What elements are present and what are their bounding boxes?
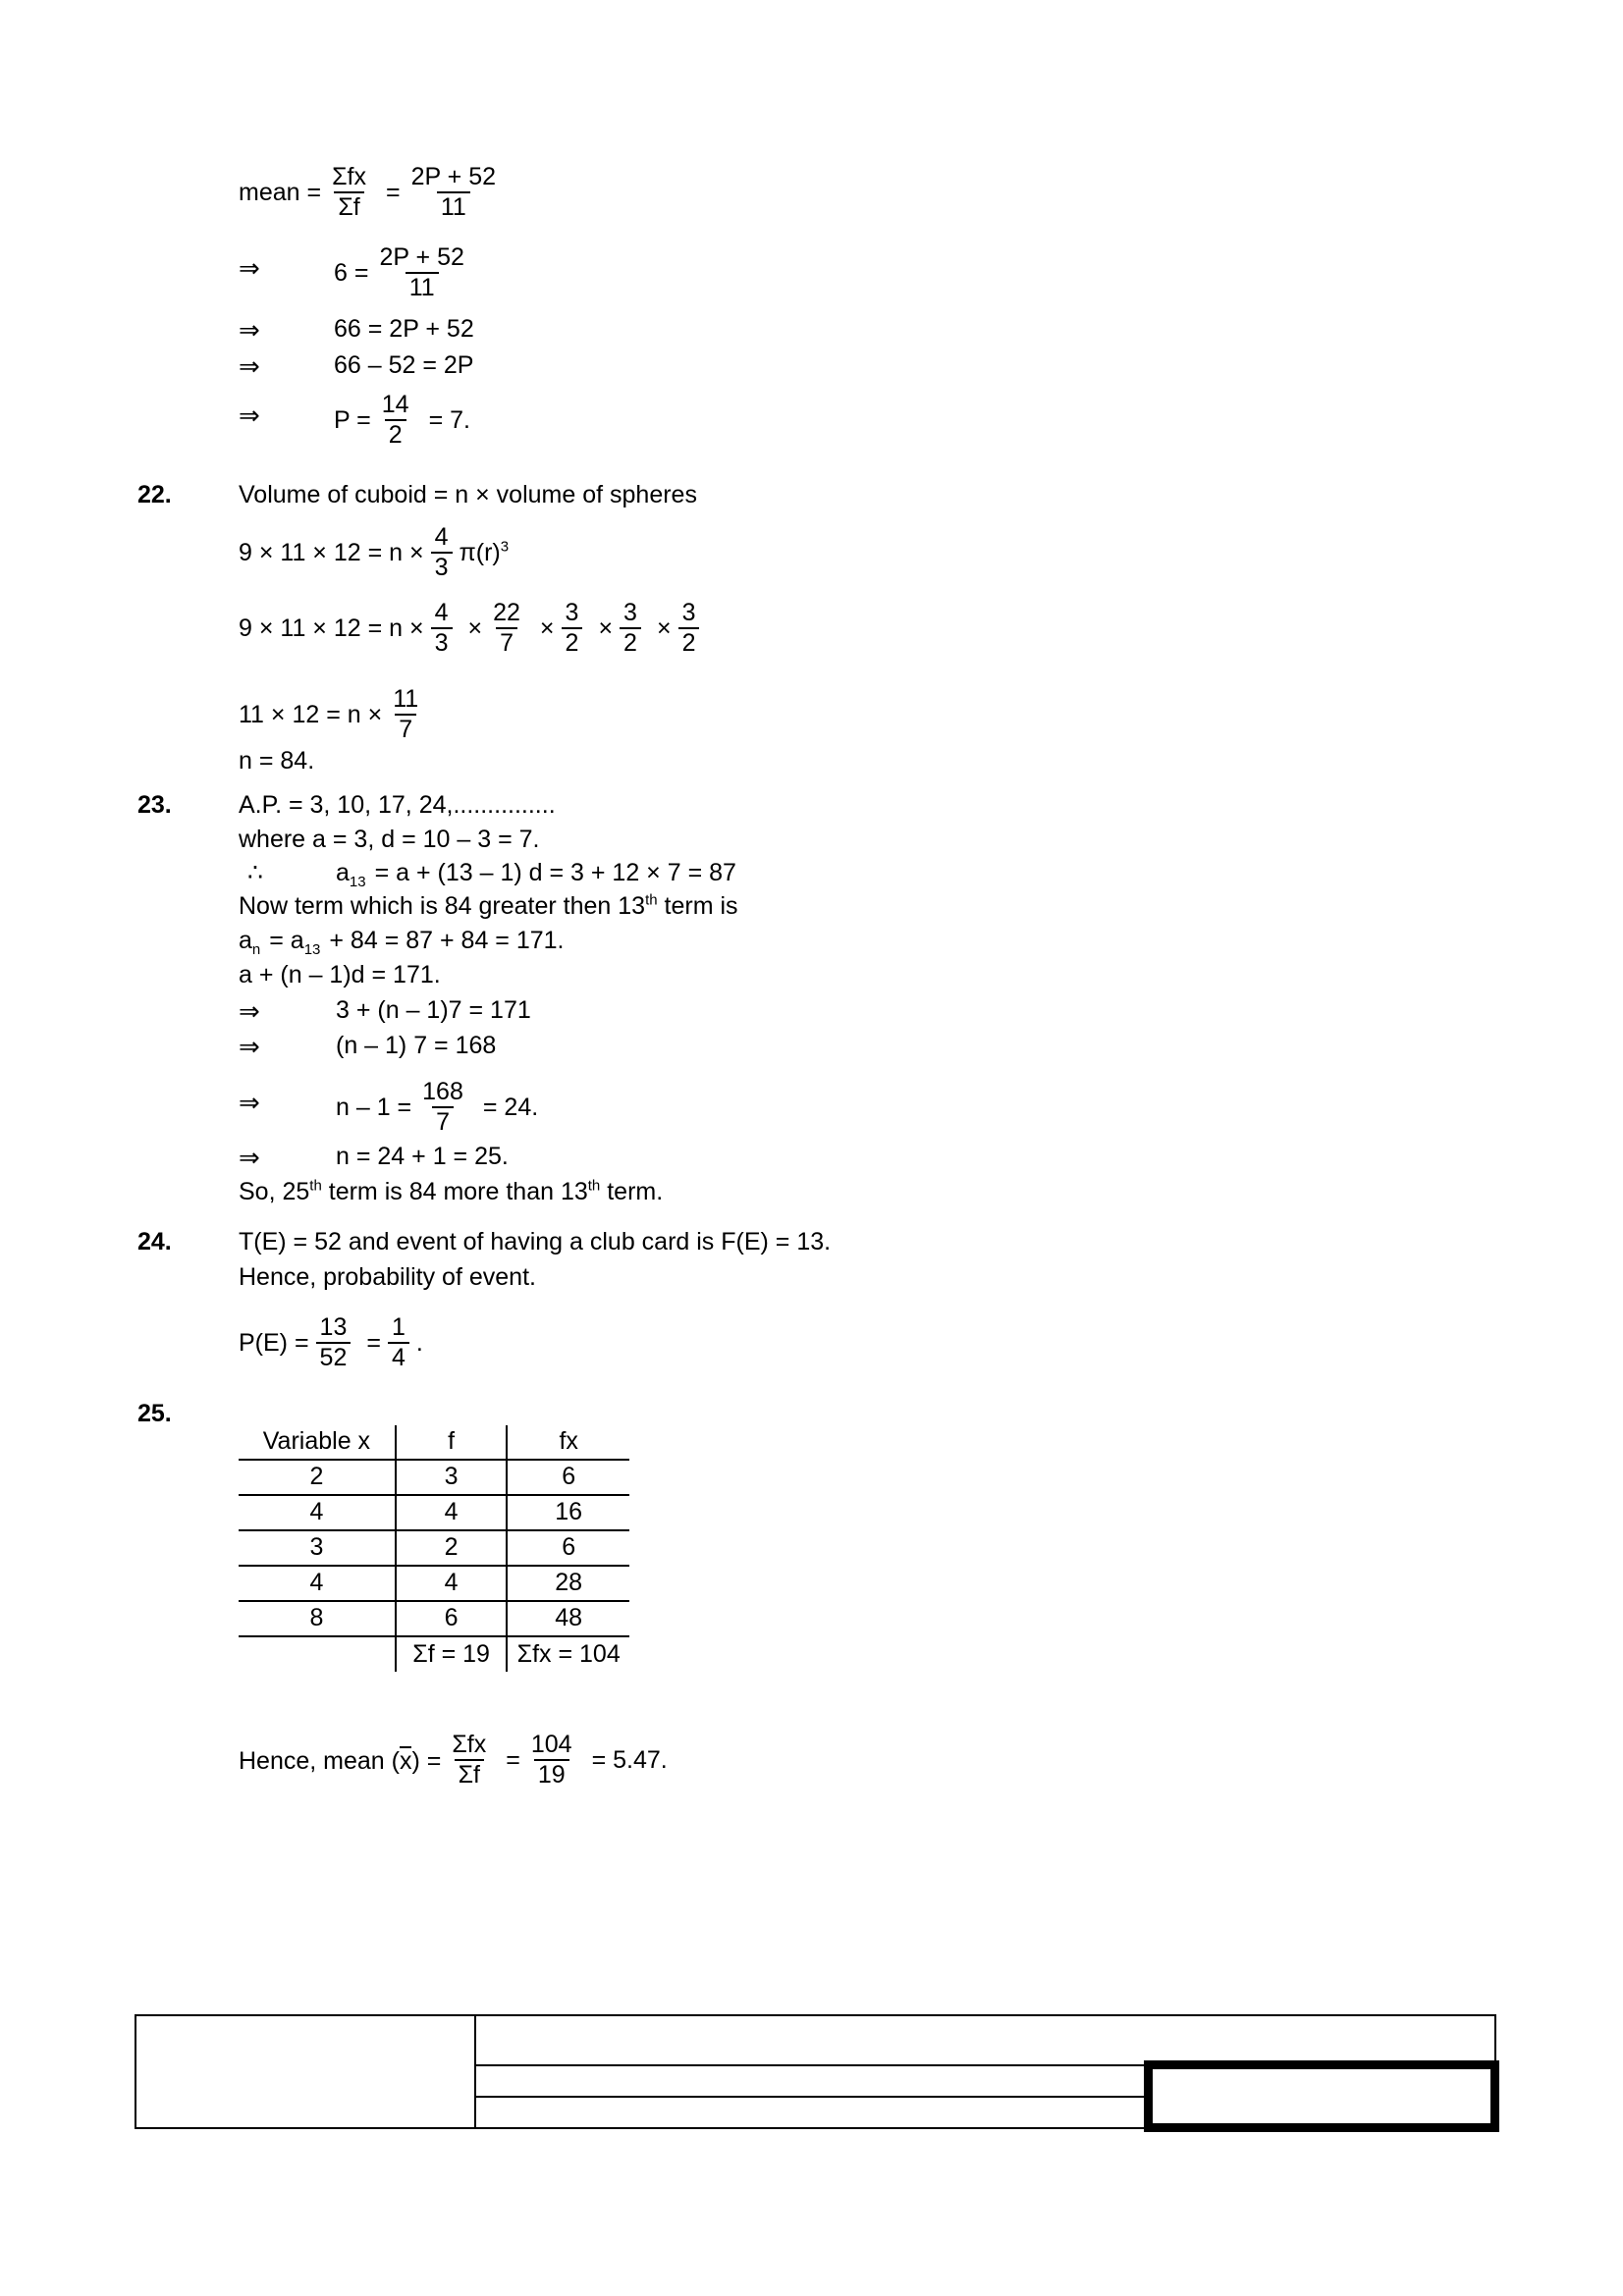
table-header-f: f xyxy=(396,1425,508,1460)
q23-a-symbol: a xyxy=(336,859,350,886)
totals-sigma-fx: Σfx = 104 xyxy=(507,1636,629,1672)
q22-fraction-11-over-7 xyxy=(389,687,422,742)
q21-equation-66: 66 = 2P + 52 xyxy=(334,315,474,343)
cell-f: 3 xyxy=(396,1460,508,1495)
multiply-icon: × xyxy=(539,614,555,642)
q23-implies-1 xyxy=(239,998,260,1024)
q23-a-d-values: where a = 3, d = 10 – 3 = 7. xyxy=(239,826,540,853)
implies-arrow-icon: ⇒ xyxy=(239,351,260,381)
q23-step-1 xyxy=(336,998,531,1023)
q24-fraction-1-over-4 xyxy=(388,1315,409,1370)
cell-fx: 16 xyxy=(507,1495,629,1530)
q22-den-7: 7 xyxy=(395,714,416,742)
cell-fx: 6 xyxy=(507,1530,629,1566)
q24-te-statement: T(E) = 52 and event of having a club card is F(E) = 13. xyxy=(239,1228,832,1255)
q22-line-volume xyxy=(239,483,697,507)
q24-pe-label: P(E) = xyxy=(239,1328,309,1357)
q23-a-subscript-13: 13 xyxy=(349,874,366,890)
q21-fraction-2p52-over-11 xyxy=(375,245,467,300)
q22-f3-num: 3 xyxy=(565,599,579,626)
q25-den-19: 19 xyxy=(534,1759,569,1788)
q25-hence-text: Hence, mean ( xyxy=(239,1747,400,1775)
q25-mean-label xyxy=(239,1746,441,1774)
q23-ordinal-th-13: th xyxy=(587,1177,601,1195)
q24-equals: = xyxy=(366,1328,381,1357)
cell-f: 6 xyxy=(396,1601,508,1636)
q23-conclusion-mid: term is 84 more than 13 xyxy=(321,1178,588,1205)
q24-total-events xyxy=(239,1230,831,1255)
q22-lhs-product-2: 9 × 11 × 12 = n × xyxy=(239,614,424,642)
q21-lhs-6: 6 = xyxy=(334,258,369,287)
q24-den-52: 52 xyxy=(316,1342,352,1370)
implies-arrow-icon: ⇒ xyxy=(239,996,260,1026)
q23-general-term xyxy=(239,963,441,988)
q24-num-13: 13 xyxy=(319,1313,348,1341)
q21-sigma-fx: Σfx xyxy=(332,163,366,190)
q22-fraction-3-2-a xyxy=(562,601,583,656)
q22-answer xyxy=(239,749,314,774)
cell-x: 2 xyxy=(239,1460,396,1495)
question-number-22: 22. xyxy=(137,481,172,508)
question-number-24: 24. xyxy=(137,1228,172,1255)
q23-step-4 xyxy=(336,1145,509,1169)
q23-term-post: term is xyxy=(657,892,738,920)
q24-probability-label xyxy=(239,1265,536,1290)
multiply-icon: × xyxy=(656,614,672,642)
table-header-fx: fx xyxy=(507,1425,629,1460)
q21-step-66 xyxy=(334,317,474,342)
q21-num-14: 14 xyxy=(381,391,409,418)
cell-fx: 28 xyxy=(507,1566,629,1601)
q22-f3-den: 2 xyxy=(562,627,583,656)
q22-fraction-3-2-c xyxy=(678,601,700,656)
q23-ordinal-th: th xyxy=(645,891,658,909)
q23-general-equation: a + (n – 1)d = 171. xyxy=(239,961,441,988)
footer-box-table xyxy=(135,2014,1499,2132)
q24-hence-text: Hence, probability of event. xyxy=(239,1263,536,1291)
q21-num-2p52: 2P + 52 xyxy=(379,243,464,271)
q22-f5-den: 2 xyxy=(678,627,700,656)
footer-cell-top-wide xyxy=(475,2015,1494,2065)
q24-den-4: 4 xyxy=(388,1342,409,1370)
q21-mean-label: mean = xyxy=(239,178,322,206)
q22-f4-den: 2 xyxy=(620,627,641,656)
q22-f1-den: 3 xyxy=(431,627,453,656)
q22-exponent-3: 3 xyxy=(500,538,510,556)
q25-num-104: 104 xyxy=(530,1731,572,1758)
q25-mean-conclusion xyxy=(239,1733,668,1788)
q22-f4-num: 3 xyxy=(623,599,637,626)
table-row xyxy=(239,1530,629,1566)
table-row xyxy=(239,1601,629,1636)
table-header-variable: Variable x xyxy=(239,1425,396,1460)
q22-volume-statement: Volume of cuboid = n × volume of spheres xyxy=(239,481,697,508)
cell-x: 8 xyxy=(239,1601,396,1636)
q23-an-expression xyxy=(239,927,261,958)
q22-lhs-11-12: 11 × 12 = n × xyxy=(239,700,383,728)
q23-implies-3 xyxy=(239,1090,260,1115)
footer-cell-middle xyxy=(475,2065,1148,2097)
q23-sequence-text: A.P. = 3, 10, 17, 24,............... xyxy=(239,791,556,819)
implies-arrow-icon: ⇒ xyxy=(239,253,260,283)
q23-conclusion-post: term. xyxy=(600,1178,664,1205)
q23-a13-expression xyxy=(336,859,366,890)
q23-an-subscript-n: n xyxy=(251,941,261,958)
therefore-icon: ∴ xyxy=(247,859,263,886)
q22-f1-num: 4 xyxy=(434,599,449,626)
q23-conclusion-pre: So, 25 xyxy=(239,1178,310,1205)
q22-result-n: n = 84. xyxy=(239,747,315,774)
q23-num-168: 168 xyxy=(422,1078,463,1105)
q22-fraction-3-2-b xyxy=(620,601,641,656)
cell-x: 4 xyxy=(239,1495,396,1530)
q21-mean-line xyxy=(239,165,507,220)
q21-step-6-equals xyxy=(334,245,475,300)
multiply-icon: × xyxy=(467,614,483,642)
cell-f: 4 xyxy=(396,1495,508,1530)
q25-close-paren-eq: ) = xyxy=(411,1747,442,1775)
q24-probability-result xyxy=(239,1315,423,1370)
q21-result-p xyxy=(334,393,470,448)
cell-x: 3 xyxy=(239,1530,396,1566)
q21-value-fraction xyxy=(407,165,500,220)
footer-cell-left xyxy=(135,2015,475,2128)
q21-implies-3 xyxy=(239,353,260,379)
q21-equation-66-52: 66 – 52 = 2P xyxy=(334,351,474,379)
question-number-25: 25. xyxy=(137,1400,172,1427)
q23-equation-1: 3 + (n – 1)7 = 171 xyxy=(336,996,531,1024)
q23-term-84-greater xyxy=(239,891,738,920)
q23-fraction-168-over-7 xyxy=(418,1080,467,1135)
q23-value-24: = 24. xyxy=(482,1093,539,1121)
q22-num-11: 11 xyxy=(393,685,419,713)
q25-fraction-104-over-19 xyxy=(527,1733,576,1788)
footer-cell-bottom xyxy=(475,2097,1148,2128)
table-header-row xyxy=(239,1425,629,1460)
question-number-23: 23. xyxy=(137,791,172,819)
q24-fraction-13-over-52 xyxy=(316,1315,352,1370)
q22-fraction-4-3 xyxy=(431,601,453,656)
q23-therefore xyxy=(247,861,263,885)
cell-x: 4 xyxy=(239,1566,396,1601)
q22-f2-den: 7 xyxy=(496,627,517,656)
q22-f2-num: 22 xyxy=(493,599,520,626)
q21-equals-1: = xyxy=(386,178,401,206)
cell-f: 2 xyxy=(396,1530,508,1566)
q21-numerator-2p52: 2P + 52 xyxy=(410,163,497,190)
q25-den-sigma-f: Σf xyxy=(455,1759,484,1788)
q23-den-7: 7 xyxy=(432,1106,454,1135)
footer-row-top xyxy=(135,2015,1495,2065)
table-row xyxy=(239,1566,629,1601)
q22-f5-num: 3 xyxy=(681,599,696,626)
q24-period: . xyxy=(415,1328,423,1357)
q23-value-n: n = 24 + 1 = 25. xyxy=(336,1143,509,1170)
q23-implies-2 xyxy=(239,1034,260,1059)
totals-blank xyxy=(239,1636,396,1672)
q23-an-value: + 84 = 87 + 84 = 171. xyxy=(329,927,565,954)
q23-an-eq: = a xyxy=(269,927,304,954)
q25-mean-value: = 5.47. xyxy=(591,1745,668,1774)
q23-conclusion-text xyxy=(239,1177,664,1205)
x-bar-symbol: x xyxy=(399,1747,412,1775)
implies-arrow-icon: ⇒ xyxy=(239,400,260,430)
implies-arrow-icon: ⇒ xyxy=(239,1143,260,1172)
q22-fraction-4-over-3 xyxy=(431,525,453,580)
table-totals-row xyxy=(239,1636,629,1672)
q21-lhs-p: P = xyxy=(334,405,371,434)
multiply-icon: × xyxy=(598,614,614,642)
q22-den-3: 3 xyxy=(431,552,453,580)
cell-fx: 48 xyxy=(507,1601,629,1636)
q22-line-expand xyxy=(239,525,509,580)
q21-implies-1 xyxy=(239,255,260,281)
q25-equals: = xyxy=(506,1745,520,1774)
table-row xyxy=(239,1460,629,1495)
q23-an-a: a xyxy=(239,927,252,954)
q21-sigma-fraction xyxy=(328,165,370,220)
q22-pi-r: π(r) xyxy=(459,538,501,566)
q24-num-1: 1 xyxy=(391,1313,406,1341)
cell-fx: 6 xyxy=(507,1460,629,1495)
footer-cell-highlighted xyxy=(1148,2065,1494,2128)
implies-arrow-icon: ⇒ xyxy=(239,1088,260,1117)
q23-ap-sequence xyxy=(239,793,556,818)
q23-an-line xyxy=(239,927,565,958)
q23-step-3 xyxy=(336,1080,538,1135)
q21-fraction-14-over-2 xyxy=(378,393,413,448)
q22-num-4: 4 xyxy=(434,523,449,551)
q23-step-2 xyxy=(336,1034,496,1058)
implies-arrow-icon: ⇒ xyxy=(239,1032,260,1061)
q21-implies-4 xyxy=(239,402,260,428)
q22-line-substituted xyxy=(239,601,706,656)
q21-denominator-11: 11 xyxy=(437,191,470,220)
q21-step-66-minus-52 xyxy=(334,353,473,378)
q21-implies-2 xyxy=(239,317,260,343)
q23-an-equals-a13 xyxy=(269,927,321,958)
q23-term-pre: Now term which is 84 greater then 13 xyxy=(239,892,646,920)
cell-f: 4 xyxy=(396,1566,508,1601)
q22-line-simplified xyxy=(239,687,429,742)
q25-num-sigma-fx: Σfx xyxy=(452,1731,487,1758)
q23-a13-line xyxy=(336,859,736,890)
q23-conclusion xyxy=(239,1177,664,1205)
q21-den-2: 2 xyxy=(385,419,406,448)
q23-an-subscript-13: 13 xyxy=(303,941,321,958)
frequency-distribution-table xyxy=(239,1425,629,1672)
implies-arrow-icon: ⇒ xyxy=(239,315,260,345)
q23-ordinal-th-25: th xyxy=(309,1177,322,1195)
q23-lhs-n-minus-1: n – 1 = xyxy=(336,1093,412,1121)
q23-term-statement xyxy=(239,891,738,920)
q23-equation-2: (n – 1) 7 = 168 xyxy=(336,1032,497,1059)
q21-result-value: = 7. xyxy=(428,405,470,434)
q23-implies-4 xyxy=(239,1145,260,1170)
q22-pi-r-cubed xyxy=(459,538,510,566)
q22-fraction-22-7 xyxy=(489,601,524,656)
q23-a-and-d xyxy=(239,828,539,852)
q21-den-11: 11 xyxy=(406,272,439,300)
q25-fraction-sigma-fx-over-sigma-f xyxy=(448,1733,490,1788)
q21-sigma-f: Σf xyxy=(334,191,363,220)
q23-a13-value: = a + (13 – 1) d = 3 + 12 × 7 = 87 xyxy=(374,859,736,886)
totals-sigma-f: Σf = 19 xyxy=(396,1636,508,1672)
q22-lhs-product: 9 × 11 × 12 = n × xyxy=(239,538,424,566)
table-row xyxy=(239,1495,629,1530)
